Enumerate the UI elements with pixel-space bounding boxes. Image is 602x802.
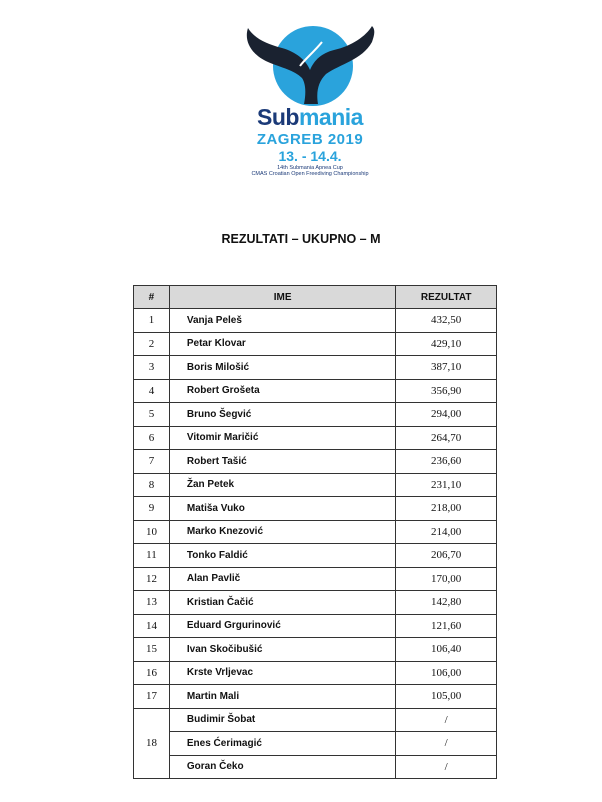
results-table	[133, 285, 497, 779]
result-cell: 218,00	[396, 497, 497, 521]
rank-cell: 11	[134, 544, 170, 568]
rank-cell: 3	[134, 356, 170, 380]
result-cell: /	[396, 732, 497, 756]
name-cell: Ivan Skočibušić	[169, 638, 395, 662]
result-cell: 236,60	[396, 450, 497, 474]
table-row	[134, 520, 497, 544]
name-cell: Budimir Šobat	[169, 708, 395, 732]
table-row	[134, 379, 497, 403]
rank-cell: 5	[134, 403, 170, 427]
rank-cell: 13	[134, 591, 170, 615]
name-cell: Robert Grošeta	[169, 379, 395, 403]
result-cell: 106,40	[396, 638, 497, 662]
name-cell: Tonko Faldić	[169, 544, 395, 568]
result-cell: 429,10	[396, 332, 497, 356]
rank-cell: 2	[134, 332, 170, 356]
rank-cell: 9	[134, 497, 170, 521]
result-cell: 294,00	[396, 403, 497, 427]
result-cell: 142,80	[396, 591, 497, 615]
result-cell: 105,00	[396, 685, 497, 709]
name-cell: Robert Tašić	[169, 450, 395, 474]
event-name: ZAGREB 2019	[256, 131, 364, 148]
result-cell: /	[396, 755, 497, 779]
name-cell: Krste Vrljevac	[169, 661, 395, 685]
name-cell: Matiša Vuko	[169, 497, 395, 521]
name-cell: Petar Klovar	[169, 332, 395, 356]
result-cell: 356,90	[396, 379, 497, 403]
table-row	[134, 755, 497, 779]
name-cell: Eduard Grgurinović	[169, 614, 395, 638]
name-cell: Goran Čeko	[169, 755, 395, 779]
table-row	[134, 332, 497, 356]
table-row	[134, 403, 497, 427]
table-row	[134, 732, 497, 756]
rank-cell: 1	[134, 309, 170, 333]
event-subtitle-1: 14th Submania Apnea Cup	[277, 165, 343, 171]
table-row	[134, 497, 497, 521]
result-cell: 206,70	[396, 544, 497, 568]
page-title: REZULTATI – UKUPNO – M	[221, 232, 381, 246]
rank-cell: 10	[134, 520, 170, 544]
table-row	[134, 567, 497, 591]
table-row	[134, 638, 497, 662]
table-row	[134, 544, 497, 568]
name-cell: Vitomir Maričić	[169, 426, 395, 450]
table-row	[134, 426, 497, 450]
table-header-row	[134, 286, 497, 309]
rank-cell: 12	[134, 567, 170, 591]
rank-cell: 6	[134, 426, 170, 450]
result-cell: 231,10	[396, 473, 497, 497]
rank-cell: 17	[134, 685, 170, 709]
rank-cell: 4	[134, 379, 170, 403]
table-row	[134, 708, 497, 732]
result-cell: 106,00	[396, 661, 497, 685]
brand-name	[230, 104, 390, 131]
rank-cell: 7	[134, 450, 170, 474]
table-row	[134, 685, 497, 709]
rank-cell: 16	[134, 661, 170, 685]
header-rank: #	[134, 286, 170, 309]
header-result: REZULTAT	[396, 286, 497, 309]
table-row	[134, 591, 497, 615]
rank-cell: 15	[134, 638, 170, 662]
event-subtitle-2: CMAS Croatian Open Freediving Championship	[251, 171, 369, 177]
name-cell: Enes Ćerimagić	[169, 732, 395, 756]
table-row	[134, 661, 497, 685]
event-dates: 13. - 14.4.	[278, 148, 342, 164]
table-row	[134, 309, 497, 333]
brand-part2: mania	[298, 104, 363, 130]
name-cell: Martin Mali	[169, 685, 395, 709]
result-cell: /	[396, 708, 497, 732]
result-cell: 432,50	[396, 309, 497, 333]
result-cell: 170,00	[396, 567, 497, 591]
result-cell: 121,60	[396, 614, 497, 638]
result-cell: 214,00	[396, 520, 497, 544]
name-cell: Žan Petek	[169, 473, 395, 497]
name-cell: Kristian Čačić	[169, 591, 395, 615]
submania-logo	[230, 20, 390, 190]
rank-cell: 14	[134, 614, 170, 638]
table-row	[134, 614, 497, 638]
result-cell: 264,70	[396, 426, 497, 450]
header-name: IME	[169, 286, 395, 309]
table-row	[134, 450, 497, 474]
name-cell: Marko Knezović	[169, 520, 395, 544]
name-cell: Bruno Šegvić	[169, 403, 395, 427]
name-cell: Boris Milošić	[169, 356, 395, 380]
table-row	[134, 473, 497, 497]
rank-cell: 8	[134, 473, 170, 497]
rank-cell: 18	[134, 708, 170, 779]
result-cell: 387,10	[396, 356, 497, 380]
name-cell: Vanja Peleš	[169, 309, 395, 333]
brand-part1: Sub	[257, 104, 299, 130]
name-cell: Alan Pavlič	[169, 567, 395, 591]
table-row	[134, 356, 497, 380]
